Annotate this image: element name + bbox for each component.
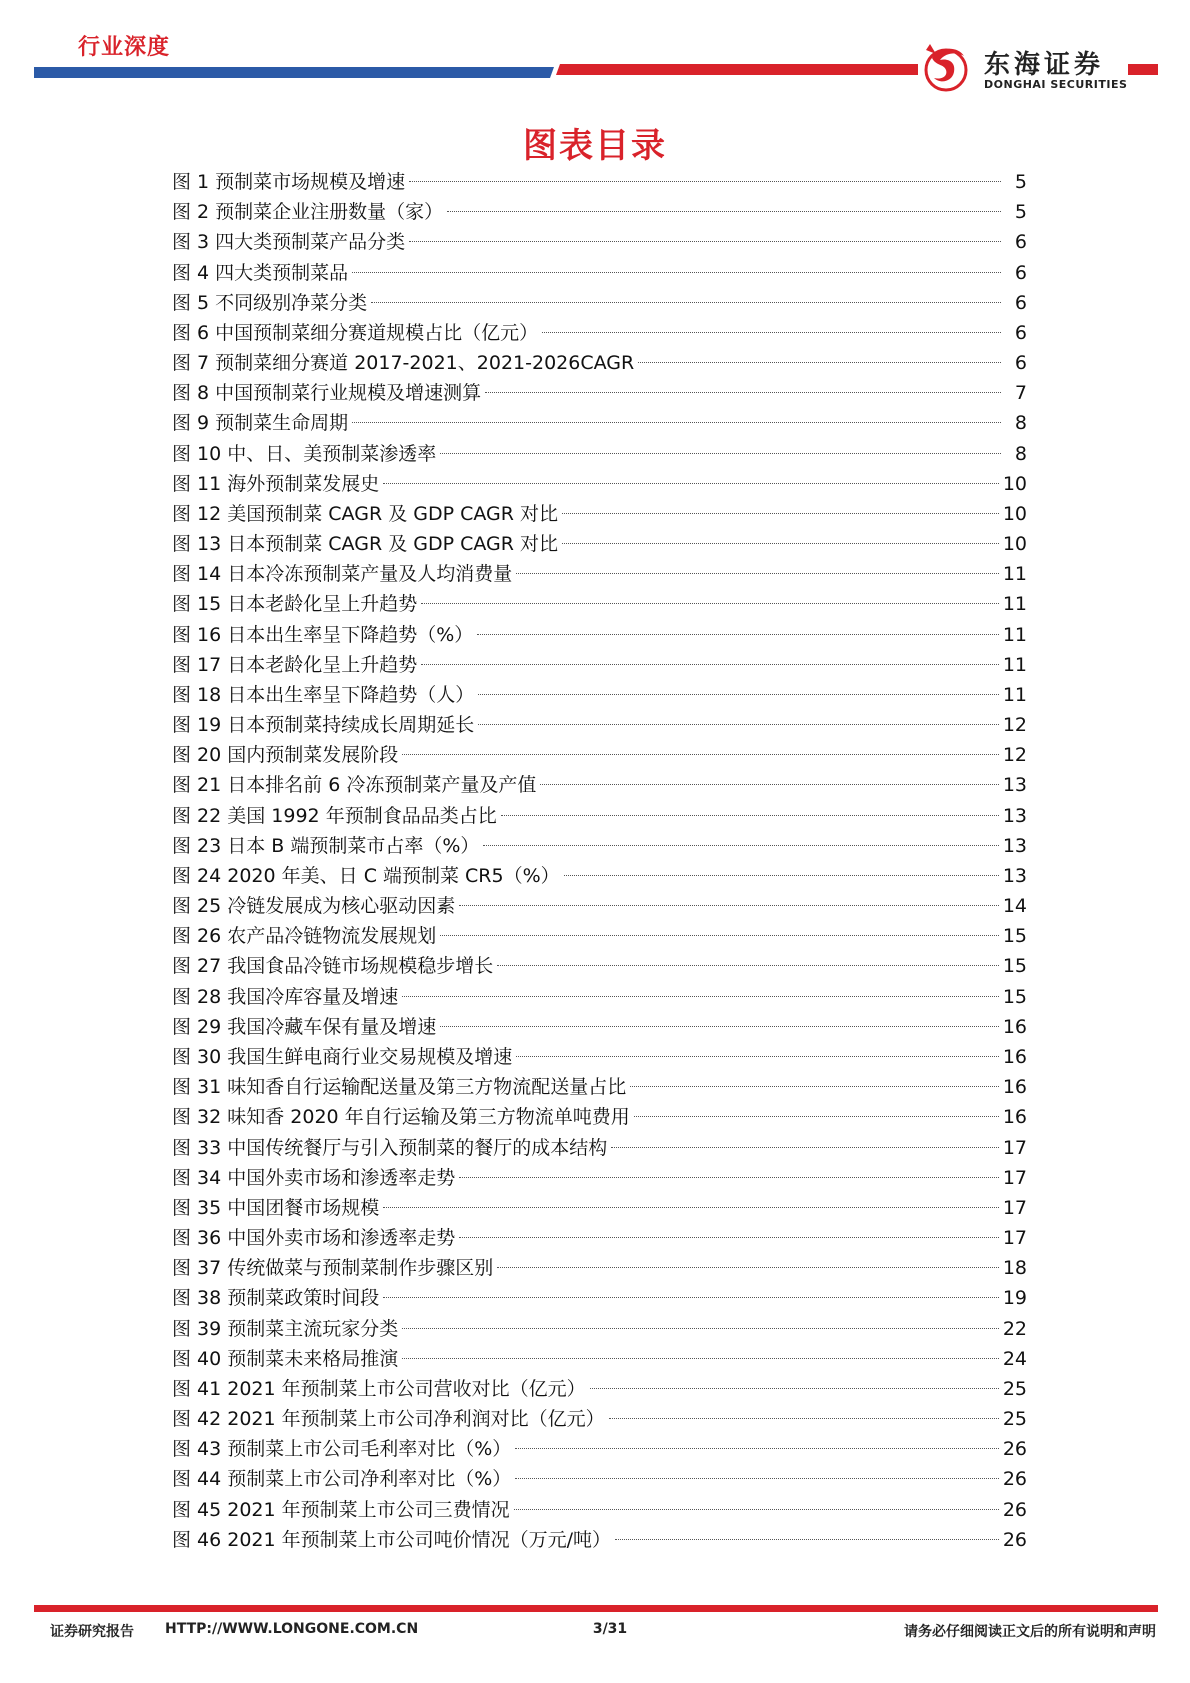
toc-entry[interactable] xyxy=(172,951,1027,981)
toc-entry-label: 图 15 日本老龄化呈上升趋势 xyxy=(172,593,418,616)
toc-entry-page: 6 xyxy=(1014,321,1027,344)
toc-entry-label: 图 19 日本预制菜持续成长周期延长 xyxy=(172,714,475,737)
toc-entry-page: 8 xyxy=(1014,442,1027,465)
toc-entry[interactable] xyxy=(172,439,1027,469)
toc-leader-dots xyxy=(564,875,999,876)
toc-leader-dots xyxy=(634,1116,999,1117)
toc-leader-dots xyxy=(485,392,1001,393)
toc-entry-page: 17 xyxy=(1002,1136,1027,1159)
toc-leader-dots xyxy=(352,272,1001,273)
toc-entry-label: 图 5 不同级别净菜分类 xyxy=(172,291,368,314)
footer-divider xyxy=(34,1605,1158,1612)
toc-leader-dots xyxy=(497,1267,999,1268)
toc-entry-label: 图 21 日本排名前 6 冷冻预制菜产量及产值 xyxy=(172,774,537,797)
toc-entry-label: 图 27 我国食品冷链市场规模稳步增长 xyxy=(172,955,494,978)
toc-entry-label: 图 33 中国传统餐厅与引入预制菜的餐厅的成本结构 xyxy=(172,1136,608,1159)
toc-leader-dots xyxy=(478,724,999,725)
toc-leader-dots xyxy=(402,1328,999,1329)
toc-entry-label: 图 6 中国预制菜细分赛道规模占比（亿元） xyxy=(172,321,539,344)
footer-report-type: 证券研究报告 xyxy=(50,1624,134,1640)
toc-entry-label: 图 24 2020 年美、日 C 端预制菜 CR5（%） xyxy=(172,864,560,887)
toc-entry-page: 16 xyxy=(1002,1106,1027,1129)
toc-leader-dots xyxy=(540,784,998,785)
page-title: 图表目录 xyxy=(523,126,667,166)
toc-leader-dots xyxy=(477,634,999,635)
toc-entry-page: 16 xyxy=(1002,1015,1027,1038)
toc-entry[interactable] xyxy=(172,1495,1027,1525)
toc-entry[interactable] xyxy=(172,1102,1027,1132)
toc-entry-page: 13 xyxy=(1002,834,1027,857)
toc-entry[interactable] xyxy=(172,1344,1027,1374)
toc-entry-page: 10 xyxy=(1002,533,1027,556)
toc-entry-label: 图 37 传统做菜与预制菜制作步骤区别 xyxy=(172,1257,494,1280)
toc-entry[interactable] xyxy=(172,469,1027,499)
toc-entry[interactable] xyxy=(172,861,1027,891)
toc-entry-page: 18 xyxy=(1002,1257,1027,1280)
toc-leader-dots xyxy=(516,573,999,574)
toc-entry[interactable] xyxy=(172,982,1027,1012)
toc-entry-label: 图 9 预制菜生命周期 xyxy=(172,412,349,435)
toc-entry-label: 图 45 2021 年预制菜上市公司三费情况 xyxy=(172,1498,510,1521)
toc-leader-dots xyxy=(459,905,999,906)
toc-entry-page: 5 xyxy=(1014,201,1027,224)
toc-entry[interactable] xyxy=(172,891,1027,921)
figure-list xyxy=(172,167,1027,1555)
toc-entry[interactable] xyxy=(172,197,1027,227)
toc-leader-dots xyxy=(421,603,999,604)
toc-entry-label: 图 10 中、日、美预制菜渗透率 xyxy=(172,442,437,465)
toc-entry[interactable] xyxy=(172,680,1027,710)
toc-entry-label: 图 40 预制菜未来格局推演 xyxy=(172,1347,399,1370)
logo-english-name: DONGHAI SECURITIES xyxy=(984,78,1128,91)
toc-leader-dots xyxy=(402,754,999,755)
toc-entry-label: 图 41 2021 年预制菜上市公司营收对比（亿元） xyxy=(172,1377,586,1400)
toc-leader-dots xyxy=(516,1056,999,1057)
toc-entry-label: 图 39 预制菜主流玩家分类 xyxy=(172,1317,399,1340)
toc-entry-label: 图 28 我国冷库容量及增速 xyxy=(172,985,399,1008)
toc-entry-label: 图 35 中国团餐市场规模 xyxy=(172,1196,380,1219)
toc-entry-page: 24 xyxy=(1002,1347,1027,1370)
toc-entry[interactable] xyxy=(172,1133,1027,1163)
toc-entry[interactable] xyxy=(172,1283,1027,1313)
toc-leader-dots xyxy=(609,1418,999,1419)
toc-entry[interactable] xyxy=(172,1253,1027,1283)
toc-entry-page: 17 xyxy=(1002,1227,1027,1250)
toc-entry-page: 16 xyxy=(1002,1045,1027,1068)
toc-leader-dots xyxy=(402,996,999,997)
toc-leader-dots xyxy=(447,211,1001,212)
toc-entry-label: 图 16 日本出生率呈下降趋势（%） xyxy=(172,623,474,646)
toc-entry-label: 图 20 国内预制菜发展阶段 xyxy=(172,744,399,767)
toc-entry[interactable] xyxy=(172,1012,1027,1042)
toc-entry-label: 图 2 预制菜企业注册数量（家） xyxy=(172,201,444,224)
toc-entry[interactable] xyxy=(172,801,1027,831)
toc-leader-dots xyxy=(590,1388,999,1389)
toc-entry-label: 图 38 预制菜政策时间段 xyxy=(172,1287,380,1310)
toc-entry-label: 图 23 日本 B 端预制菜市占率（%） xyxy=(172,834,480,857)
logo-chinese-name: 东海证券 xyxy=(984,50,1105,80)
toc-entry[interactable] xyxy=(172,559,1027,589)
toc-entry[interactable] xyxy=(172,1163,1027,1193)
toc-leader-dots xyxy=(478,694,999,695)
footer-website-link[interactable]: HTTP://WWW.LONGONE.COM.CN xyxy=(165,1621,419,1637)
toc-leader-dots xyxy=(483,845,998,846)
toc-leader-dots xyxy=(497,965,999,966)
toc-entry[interactable] xyxy=(172,348,1027,378)
toc-entry-page: 8 xyxy=(1014,412,1027,435)
toc-leader-dots xyxy=(562,543,999,544)
toc-entry[interactable] xyxy=(172,1193,1027,1223)
toc-entry-page: 22 xyxy=(1002,1317,1027,1340)
toc-entry-label: 图 36 中国外卖市场和渗透率走势 xyxy=(172,1227,456,1250)
toc-entry-page: 5 xyxy=(1014,171,1027,193)
toc-entry-page: 13 xyxy=(1002,864,1027,887)
toc-entry-label: 图 29 我国冷藏车保有量及增速 xyxy=(172,1015,437,1038)
toc-leader-dots xyxy=(638,362,1001,363)
toc-entry[interactable] xyxy=(172,1404,1027,1434)
toc-entry-label: 图 32 味知香 2020 年自行运输及第三方物流单吨费用 xyxy=(172,1106,630,1129)
toc-entry-label: 图 26 农产品冷链物流发展规划 xyxy=(172,925,437,948)
toc-leader-dots xyxy=(542,332,1001,333)
toc-entry-page: 17 xyxy=(1002,1196,1027,1219)
toc-entry[interactable] xyxy=(172,650,1027,680)
toc-entry-label: 图 22 美国 1992 年预制食品品类占比 xyxy=(172,804,497,827)
toc-entry[interactable] xyxy=(172,1072,1027,1102)
toc-entry-page: 26 xyxy=(1002,1468,1027,1491)
toc-leader-dots xyxy=(514,1509,999,1510)
company-logo xyxy=(918,40,1128,96)
toc-entry-page: 19 xyxy=(1002,1287,1027,1310)
toc-leader-dots xyxy=(440,1026,999,1027)
footer-disclaimer: 请务必仔细阅读正文后的所有说明和声明 xyxy=(904,1624,1156,1640)
toc-entry-page: 15 xyxy=(1002,985,1027,1008)
toc-entry[interactable] xyxy=(172,710,1027,740)
toc-entry[interactable] xyxy=(172,499,1027,529)
toc-entry-page: 13 xyxy=(1002,774,1027,797)
toc-entry-page: 6 xyxy=(1014,352,1027,375)
toc-entry-page: 26 xyxy=(1002,1438,1027,1461)
toc-entry-page: 6 xyxy=(1014,291,1027,314)
toc-entry-page: 15 xyxy=(1002,955,1027,978)
toc-leader-dots xyxy=(611,1147,999,1148)
toc-entry-page: 11 xyxy=(1002,563,1027,586)
toc-entry-page: 11 xyxy=(1002,683,1027,706)
toc-entry-label: 图 12 美国预制菜 CAGR 及 GDP CAGR 对比 xyxy=(172,502,558,525)
toc-entry-page: 26 xyxy=(1002,1528,1027,1551)
toc-entry[interactable] xyxy=(172,318,1027,348)
toc-entry-page: 6 xyxy=(1014,231,1027,254)
toc-leader-dots xyxy=(630,1086,999,1087)
toc-entry-label: 图 44 预制菜上市公司净利率对比（%） xyxy=(172,1468,512,1491)
toc-entry-page: 13 xyxy=(1002,804,1027,827)
toc-entry-page: 25 xyxy=(1002,1408,1027,1431)
toc-leader-dots xyxy=(371,302,1001,303)
toc-entry[interactable] xyxy=(172,258,1027,288)
toc-entry-page: 11 xyxy=(1002,623,1027,646)
toc-leader-dots xyxy=(409,181,1001,182)
toc-entry[interactable] xyxy=(172,227,1027,257)
toc-entry-page: 12 xyxy=(1002,714,1027,737)
toc-leader-dots xyxy=(501,815,999,816)
toc-entry[interactable] xyxy=(172,921,1027,951)
toc-leader-dots xyxy=(515,1448,999,1449)
toc-leader-dots xyxy=(562,513,999,514)
toc-entry-label: 图 1 预制菜市场规模及增速 xyxy=(172,171,406,193)
toc-entry[interactable] xyxy=(172,1314,1027,1344)
toc-leader-dots xyxy=(402,1358,999,1359)
toc-entry[interactable] xyxy=(172,1374,1027,1404)
toc-entry-label: 图 25 冷链发展成为核心驱动因素 xyxy=(172,895,456,918)
toc-entry-label: 图 18 日本出生率呈下降趋势（人） xyxy=(172,683,475,706)
toc-entry[interactable] xyxy=(172,408,1027,438)
toc-entry-label: 图 34 中国外卖市场和渗透率走势 xyxy=(172,1166,456,1189)
toc-entry[interactable] xyxy=(172,770,1027,800)
toc-leader-dots xyxy=(352,422,1001,423)
toc-entry-label: 图 13 日本预制菜 CAGR 及 GDP CAGR 对比 xyxy=(172,533,558,556)
toc-leader-dots xyxy=(615,1539,999,1540)
toc-entry-page: 25 xyxy=(1002,1377,1027,1400)
toc-entry-label: 图 46 2021 年预制菜上市公司吨价情况（万元/吨） xyxy=(172,1528,612,1551)
toc-entry[interactable] xyxy=(172,1223,1027,1253)
toc-leader-dots xyxy=(383,1297,999,1298)
toc-entry[interactable] xyxy=(172,831,1027,861)
toc-entry-label: 图 4 四大类预制菜品 xyxy=(172,261,349,284)
section-tag: 行业深度 xyxy=(78,35,171,60)
toc-entry-label: 图 30 我国生鲜电商行业交易规模及增速 xyxy=(172,1045,513,1068)
toc-entry-page: 10 xyxy=(1002,472,1027,495)
toc-entry[interactable] xyxy=(172,1525,1027,1555)
toc-entry-page: 12 xyxy=(1002,744,1027,767)
toc-entry-page: 10 xyxy=(1002,502,1027,525)
toc-leader-dots xyxy=(515,1478,999,1479)
toc-entry[interactable] xyxy=(172,1464,1027,1494)
toc-leader-dots xyxy=(459,1237,999,1238)
toc-entry[interactable] xyxy=(172,740,1027,770)
dragon-logo-icon xyxy=(918,40,976,96)
toc-leader-dots xyxy=(440,935,999,936)
toc-entry-page: 6 xyxy=(1014,261,1027,284)
toc-entry-page: 14 xyxy=(1002,895,1027,918)
toc-entry-label: 图 42 2021 年预制菜上市公司净利润对比（亿元） xyxy=(172,1408,605,1431)
toc-entry-label: 图 17 日本老龄化呈上升趋势 xyxy=(172,653,418,676)
footer-page-number: 3/31 xyxy=(592,1621,628,1637)
toc-leader-dots xyxy=(459,1177,999,1178)
toc-entry-page: 11 xyxy=(1002,593,1027,616)
toc-leader-dots xyxy=(383,1207,999,1208)
toc-leader-dots xyxy=(409,241,1001,242)
toc-leader-dots xyxy=(383,483,999,484)
toc-leader-dots xyxy=(440,453,1001,454)
toc-entry[interactable] xyxy=(172,1042,1027,1072)
toc-entry-label: 图 7 预制菜细分赛道 2017-2021、2021-2026CAGR xyxy=(172,352,635,375)
toc-entry[interactable] xyxy=(172,620,1027,650)
toc-entry-page: 16 xyxy=(1002,1076,1027,1099)
toc-entry[interactable] xyxy=(172,1434,1027,1464)
toc-entry[interactable] xyxy=(172,589,1027,619)
toc-entry-label: 图 31 味知香自行运输配送量及第三方物流配送量占比 xyxy=(172,1076,627,1099)
toc-entry-label: 图 43 预制菜上市公司毛利率对比（%） xyxy=(172,1438,512,1461)
toc-entry-page: 17 xyxy=(1002,1166,1027,1189)
toc-entry-page: 7 xyxy=(1014,382,1027,405)
toc-entry[interactable] xyxy=(172,167,1027,197)
toc-entry[interactable] xyxy=(172,288,1027,318)
toc-entry-label: 图 3 四大类预制菜产品分类 xyxy=(172,231,406,254)
toc-entry-page: 11 xyxy=(1002,653,1027,676)
toc-leader-dots xyxy=(421,664,999,665)
toc-entry-page: 15 xyxy=(1002,925,1027,948)
toc-entry[interactable] xyxy=(172,529,1027,559)
toc-entry[interactable] xyxy=(172,378,1027,408)
toc-entry-page: 26 xyxy=(1002,1498,1027,1521)
toc-entry-label: 图 11 海外预制菜发展史 xyxy=(172,472,380,495)
toc-entry-label: 图 8 中国预制菜行业规模及增速测算 xyxy=(172,382,482,405)
toc-entry-label: 图 14 日本冷冻预制菜产量及人均消费量 xyxy=(172,563,513,586)
